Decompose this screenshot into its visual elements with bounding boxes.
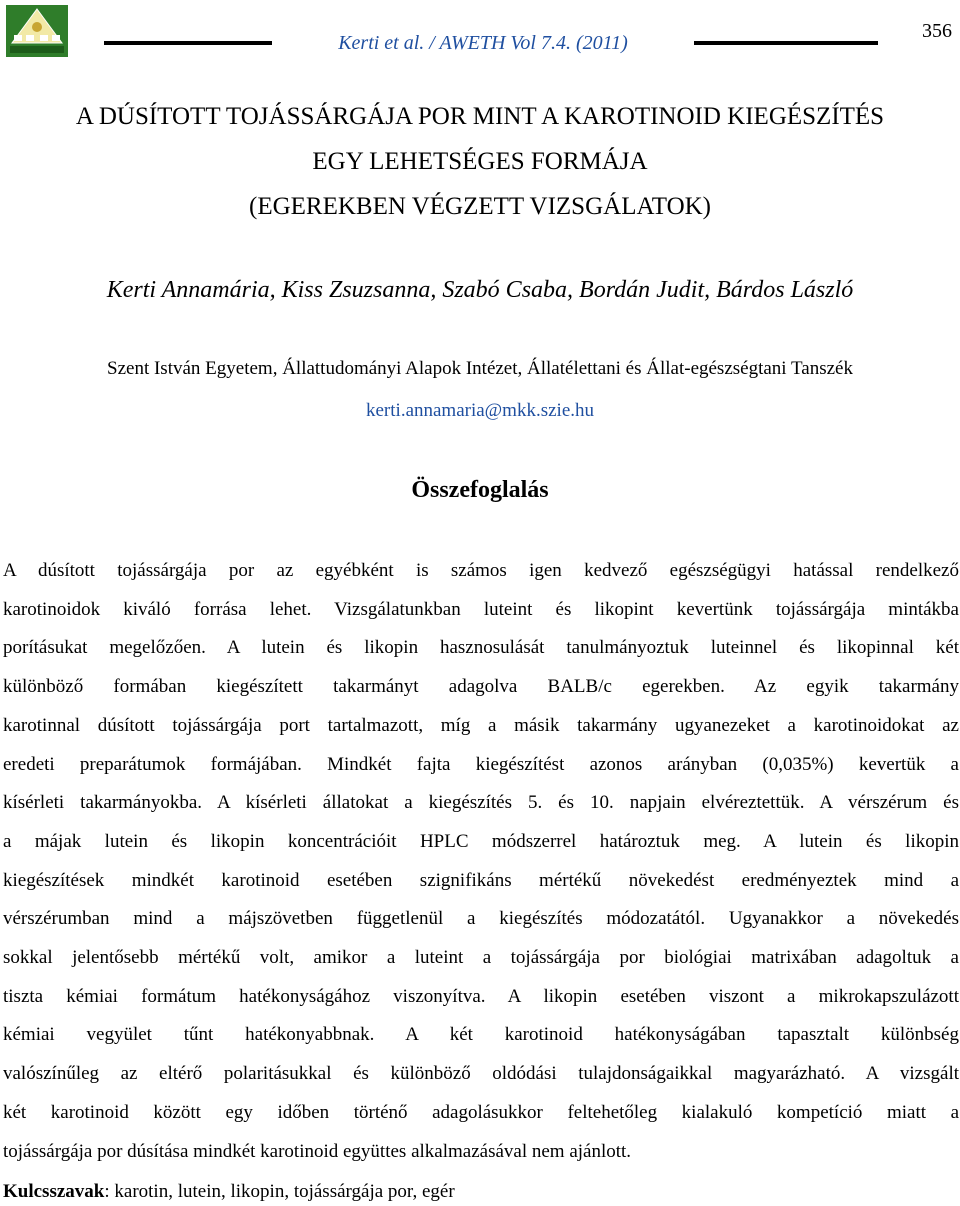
abstract-line: vérszérumban mind a májszövetben függetlenül a kiegészítés módozatától. Ugyanakkor a növekedés bbox=[3, 908, 959, 930]
keywords bbox=[3, 1178, 959, 1206]
affiliation: Szent István Egyetem, Állattudományi Alapok Intézet, Állatélettani és Állat-egészségtani Tanszék bbox=[107, 358, 853, 379]
abstract-line: eredeti preparátumok formájában. Mindkét fajta kiegészítést azonos arányban (0,035%) kevertük a bbox=[3, 753, 959, 775]
running-header bbox=[0, 30, 960, 60]
abstract-line: A dúsított tojássárgája por az egyébként is számos igen kedvező egészségügyi hatással rendelkező bbox=[3, 560, 959, 581]
email-link[interactable]: kerti.annamaria@mkk.szie.hu bbox=[366, 400, 594, 421]
paper-title bbox=[0, 94, 960, 229]
abstract-line: sokkal jelentősebb mértékű volt, amikor a luteint a tojássárgája por biológiai matrixában adagoltuk a bbox=[3, 947, 959, 969]
author-list: Kerti Annamária, Kiss Zsuzsanna, Szabó Csaba, Bordán Judit, Bárdos László bbox=[106, 277, 854, 303]
header-rule-left bbox=[104, 41, 272, 45]
abstract-line: a májak lutein és likopin koncentrációit HPLC módszerrel határoztuk meg. A lutein és likopin bbox=[3, 830, 959, 852]
abstract-line: kiegészítések mindkét karotinoid esetében szignifikáns mértékű növekedést eredményeztek mind a bbox=[3, 869, 959, 891]
abstract-line: porításukat megelőzően. A lutein és likopin hasznosulását tanulmányoztuk luteinnel és likopinnal két bbox=[3, 637, 959, 659]
abstract-line: karotinoidok kiváló forrása lehet. Vizsgálatunkban luteint és likopint kevertünk tojássárgája mintákba bbox=[3, 598, 959, 620]
abstract-line: karotinnal dúsított tojássárgája port tartalmazott, míg a másik takarmány ugyanezeket a karotinoidokat az bbox=[3, 714, 959, 736]
title-line-2: EGY LEHETSÉGES FORMÁJA bbox=[312, 148, 648, 175]
keywords-separator: : bbox=[104, 1181, 115, 1202]
author-email bbox=[0, 397, 960, 425]
abstract-heading: Összefoglalás bbox=[411, 477, 549, 503]
abstract-line: tojássárgája por dúsítása mindkét karotinoid együttes alkalmazásával nem ajánlott. bbox=[3, 1140, 632, 1162]
abstract-line: kísérleti takarmányokba. A kísérleti állatokat a kiegészítés 5. és 10. napjain elvéreztettük. A vérszérum és bbox=[3, 792, 959, 814]
abstract-line: kémiai vegyület tűnt hatékonyabbnak. A két karotinoid hatékonyságában tapasztalt különbség bbox=[3, 1024, 959, 1046]
abstract-line: két karotinoid között egy időben történő adagolásukkor feltehetőleg kialakuló kompetíció miatt a bbox=[3, 1101, 959, 1123]
keywords-label: Kulcsszavak bbox=[3, 1181, 105, 1202]
abstract-line: különböző formában kiegészített takarmányt adagolva BALB/c egerekben. Az egyik takarmány bbox=[3, 676, 959, 698]
running-title: Kerti et al. / AWETH Vol 7.4. (2011) bbox=[338, 32, 628, 54]
header-rule-right bbox=[694, 41, 878, 45]
page-number: 356 bbox=[922, 20, 952, 42]
title-line-3: (EGEREKBEN VÉGZETT VIZSGÁLATOK) bbox=[249, 193, 711, 220]
abstract-line: tiszta kémiai formátum hatékonyságához viszonyítva. A likopin esetében viszont a mikrokapszulázott bbox=[3, 985, 959, 1007]
abstract-line: valószínűleg az eltérő polaritásukkal és különböző oldódási tulajdonságaikkal magyarázható. A vizsgált bbox=[3, 1063, 959, 1085]
title-line-1: A DÚSÍTOTT TOJÁSSÁRGÁJA POR MINT A KAROTINOID KIEGÉSZÍTÉS bbox=[75, 103, 885, 130]
keywords-text: karotin, lutein, likopin, tojássárgája por, egér bbox=[114, 1181, 455, 1202]
abstract-text bbox=[3, 552, 959, 1171]
